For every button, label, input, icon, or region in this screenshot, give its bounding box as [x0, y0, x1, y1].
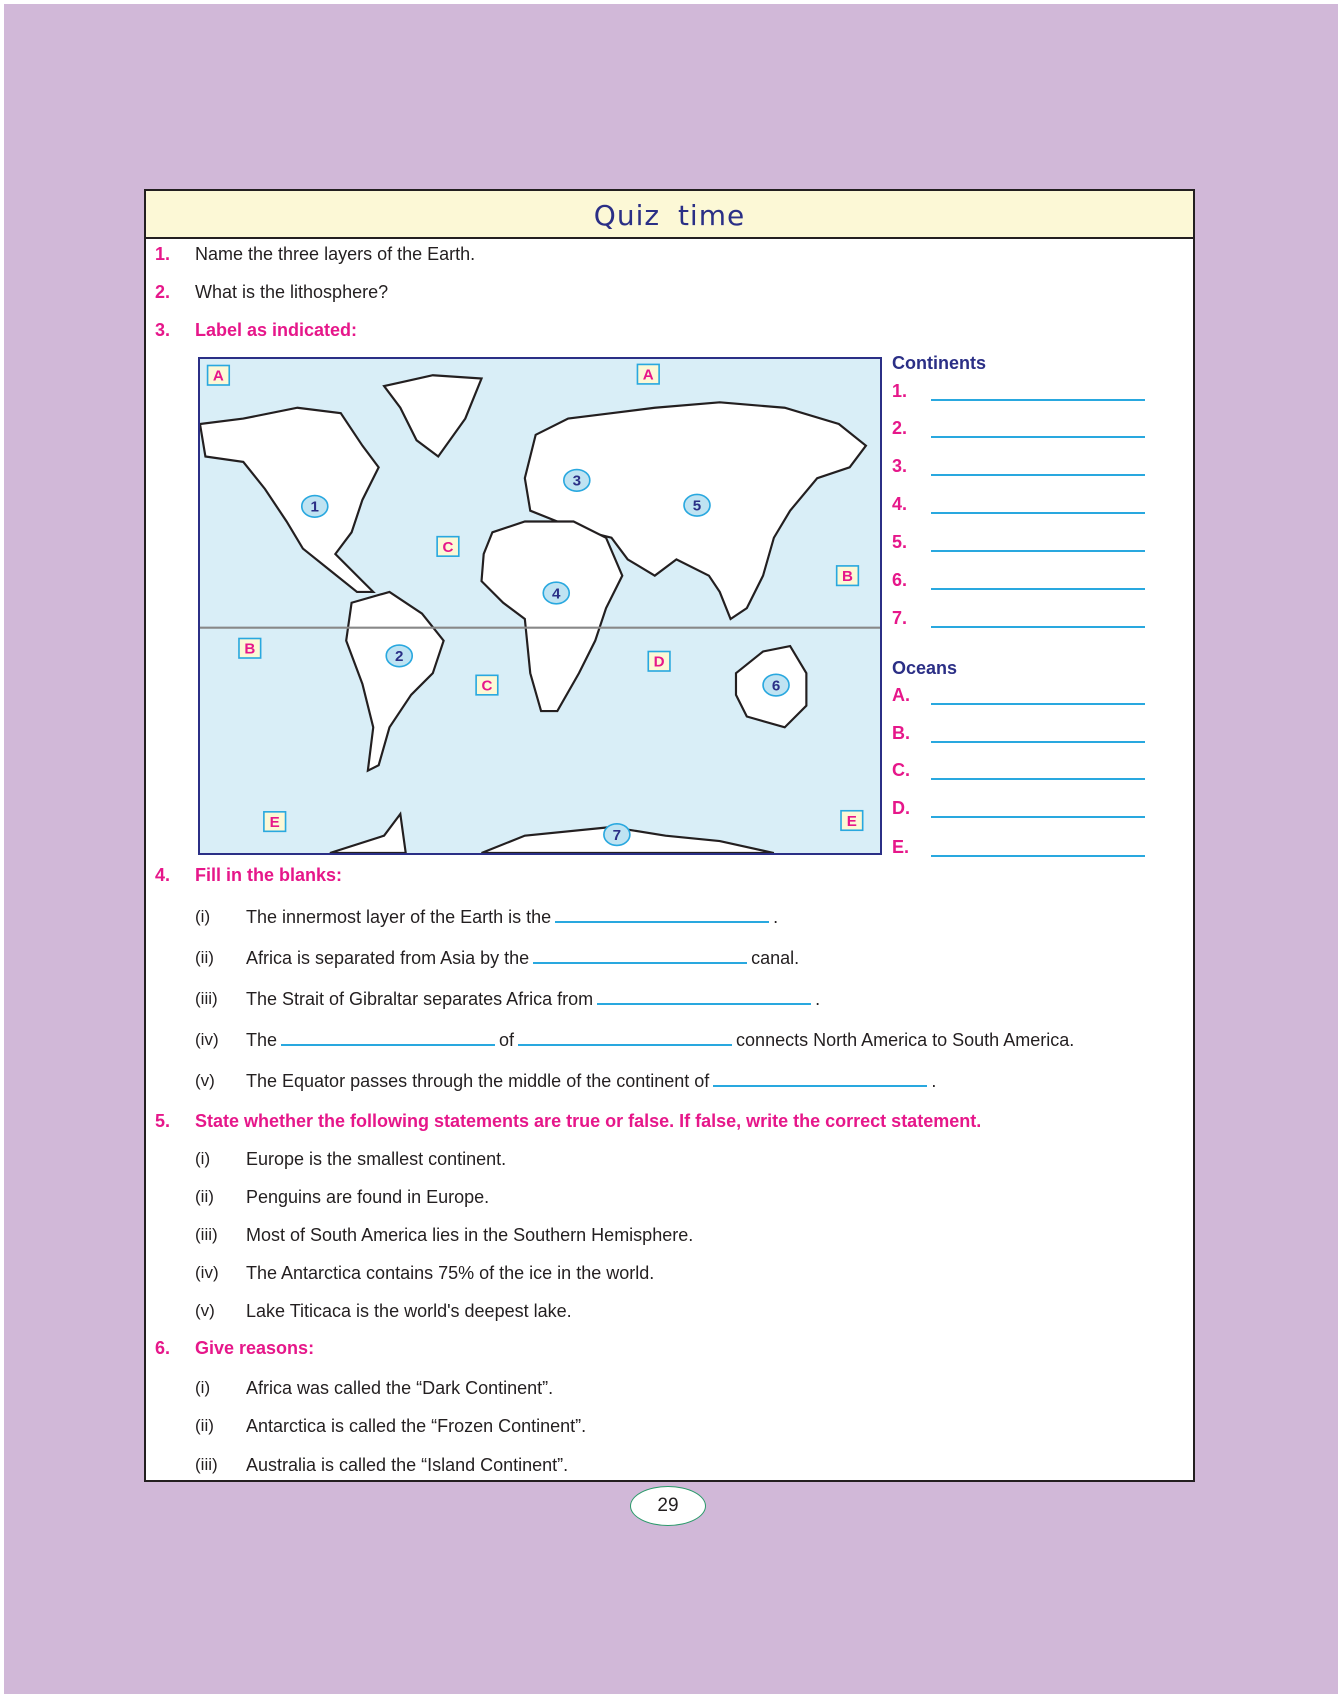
ocean-letter: A. — [892, 685, 910, 705]
item-text: Antarctica is called the “Frozen Continent”. — [246, 1416, 587, 1436]
ocean-answer-line[interactable] — [931, 703, 1145, 705]
greenland-shape — [384, 375, 481, 456]
item-roman: (ii) — [195, 948, 214, 967]
continent-number: 2. — [892, 418, 908, 438]
quiz-panel — [144, 189, 1195, 1482]
item-roman: (iv) — [195, 1263, 219, 1282]
item-roman: (v) — [195, 1071, 215, 1090]
item-roman: (iii) — [195, 1455, 218, 1474]
sentence-part: of — [499, 1030, 515, 1050]
continent-label: 7 — [612, 826, 622, 845]
sentence-part: The — [246, 1030, 278, 1050]
fill-blank-sentence — [246, 989, 820, 1010]
sentence-part: Africa is separated from Asia by the — [246, 948, 530, 968]
ocean-answer-line[interactable] — [931, 855, 1145, 857]
continent-label: 2 — [395, 648, 404, 666]
ocean-answer-line[interactable] — [931, 816, 1145, 818]
ocean-label: A — [642, 366, 654, 384]
blank-field[interactable] — [518, 1030, 732, 1046]
item-roman: (ii) — [195, 1187, 214, 1206]
item-roman: (iii) — [195, 1225, 218, 1244]
continent-number: 5. — [892, 532, 908, 552]
north-america-shape — [200, 408, 379, 592]
q1-number: 1. — [155, 244, 171, 264]
africa-shape — [482, 522, 623, 712]
oceans-heading: Oceans — [892, 658, 958, 678]
antarctica-shape — [330, 814, 774, 853]
blank-field[interactable] — [281, 1030, 495, 1046]
blank-field[interactable] — [533, 948, 747, 964]
ocean-label: B — [842, 568, 853, 586]
continent-number: 7. — [892, 608, 908, 628]
sentence-part: The innermost layer of the Earth is the — [246, 907, 552, 927]
fill-blank-sentence — [246, 1071, 936, 1092]
sentence-part: . — [931, 1071, 937, 1091]
continent-answer-line[interactable] — [931, 436, 1145, 438]
continent-answer-line[interactable] — [931, 474, 1145, 476]
item-text: Africa was called the “Dark Continent”. — [246, 1378, 554, 1398]
continent-answer-line[interactable] — [931, 588, 1145, 590]
ocean-label: E — [846, 812, 857, 830]
item-roman: (ii) — [195, 1416, 214, 1435]
item-text: Most of South America lies in the Southern Hemisphere. — [246, 1225, 694, 1245]
item-text: The Antarctica contains 75% of the ice in the world. — [246, 1263, 655, 1283]
q6-number: 6. — [155, 1338, 171, 1358]
south-america-shape — [346, 592, 443, 771]
item-roman: (i) — [195, 1378, 211, 1397]
continent-answer-line[interactable] — [931, 399, 1145, 401]
ocean-label: D — [653, 653, 665, 671]
continent-number: 1. — [892, 381, 908, 401]
ocean-label: A — [212, 367, 224, 385]
item-roman: (i) — [195, 1149, 211, 1168]
sentence-part: . — [773, 907, 779, 927]
q4-heading: Fill in the blanks: — [195, 865, 343, 885]
item-roman: (iv) — [195, 1030, 219, 1049]
continent-label: 5 — [692, 497, 702, 515]
continent-number: 3. — [892, 456, 908, 476]
continent-answer-line[interactable] — [931, 512, 1145, 514]
ocean-answer-line[interactable] — [931, 778, 1145, 780]
item-text: Australia is called the “Island Continent”. — [246, 1455, 569, 1475]
sentence-part: . — [815, 989, 821, 1009]
ocean-letter: D. — [892, 798, 910, 818]
fill-blank-sentence — [246, 948, 799, 969]
continent-number: 6. — [892, 570, 908, 590]
item-roman: (v) — [195, 1301, 215, 1320]
sentence-part: connects North America to South America. — [736, 1030, 1075, 1050]
item-text: Penguins are found in Europe. — [246, 1187, 490, 1207]
ocean-label: C — [442, 538, 454, 556]
q5-heading: State whether the following statements are true or false. If false, write the correct statement. — [195, 1111, 982, 1131]
continent-answer-line[interactable] — [931, 550, 1145, 552]
ocean-label: C — [481, 677, 493, 695]
continent-label: 3 — [572, 472, 582, 490]
blank-field[interactable] — [555, 907, 769, 923]
blank-field[interactable] — [597, 989, 811, 1005]
continent-answer-line[interactable] — [931, 626, 1145, 628]
q2-text: What is the lithosphere? — [195, 282, 389, 302]
ocean-letter: B. — [892, 723, 910, 743]
q3-heading: Label as indicated: — [195, 320, 358, 340]
q6-heading: Give reasons: — [195, 1338, 315, 1358]
ocean-label: B — [244, 640, 256, 658]
continent-number: 4. — [892, 494, 908, 514]
q1-text: Name the three layers of the Earth. — [195, 244, 476, 264]
item-roman: (iii) — [195, 989, 218, 1008]
fill-blank-sentence — [246, 1030, 1074, 1051]
item-text: Lake Titicaca is the world's deepest lake. — [246, 1301, 572, 1321]
ocean-letter: E. — [892, 837, 910, 857]
page-number: 29 — [630, 1486, 706, 1526]
ocean-answer-line[interactable] — [931, 741, 1145, 743]
q4-number: 4. — [155, 865, 171, 885]
item-roman: (i) — [195, 907, 211, 926]
quiz-header — [146, 191, 1193, 239]
quiz-title: Quiz time — [593, 199, 746, 232]
sentence-part: The Equator passes through the middle of the continent of — [246, 1071, 710, 1091]
fill-blank-sentence — [246, 907, 778, 928]
sentence-part: The Strait of Gibraltar separates Africa from — [246, 989, 594, 1009]
world-map-drawing — [200, 359, 880, 853]
q3-number: 3. — [155, 320, 171, 340]
continent-label: 6 — [771, 677, 781, 695]
continents-heading: Continents — [892, 353, 986, 373]
q5-number: 5. — [155, 1111, 171, 1131]
item-text: Europe is the smallest continent. — [246, 1149, 507, 1169]
world-map — [198, 357, 882, 855]
q2-number: 2. — [155, 282, 171, 302]
ocean-label: E — [269, 813, 280, 832]
continent-label: 4 — [552, 585, 561, 603]
sentence-part: canal. — [751, 948, 800, 968]
ocean-letter: C. — [892, 760, 910, 780]
blank-field[interactable] — [713, 1071, 927, 1087]
continent-label: 1 — [310, 498, 319, 516]
